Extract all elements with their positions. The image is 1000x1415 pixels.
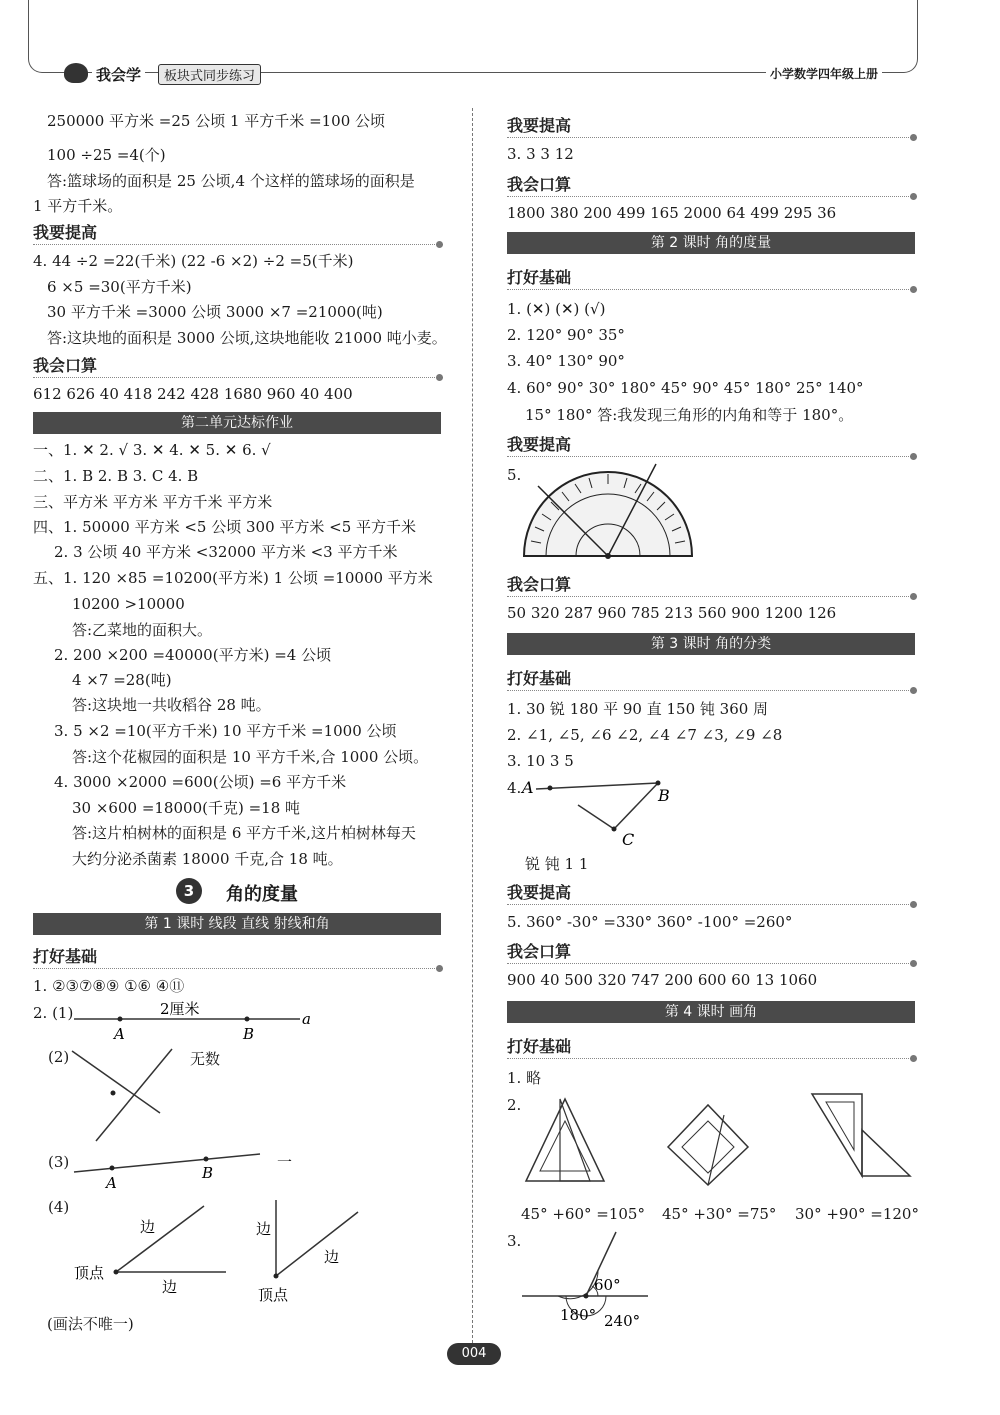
figure-line-ab [70, 1148, 270, 1193]
segment-length-label: 2厘米 [160, 1000, 200, 1018]
protractor-figure [520, 462, 700, 562]
header-series: 板块式同步练习 [158, 64, 261, 85]
header [28, 0, 918, 84]
figure-abc [520, 775, 680, 855]
answer-line: 二、1. B 2. B 3. C 4. B [33, 467, 199, 485]
answer-line: 4. 3000 ×2000 =600(公顷) =6 平方千米 [54, 773, 347, 791]
angle-60-label: 60° [594, 1276, 621, 1294]
answer-line: 4 ×7 =28(吨) [72, 671, 172, 689]
question-number: 4. [507, 779, 522, 797]
chapter-title: 角的度量 [226, 884, 298, 905]
section-title: 我会口算 [33, 356, 98, 375]
angle1-side-label: 边 [162, 1278, 178, 1296]
oral-answers: 900 40 500 320 747 200 600 60 13 1060 [507, 971, 818, 989]
unit-test-bar: 第二单元达标作业 [33, 412, 441, 434]
answer-line: 答:这块地的面积是 3000 公顷,这块地能收 21000 吨小麦。 [47, 329, 447, 347]
header-frame [28, 0, 918, 73]
section-oral [507, 172, 917, 197]
fig2-text: 无数 [190, 1050, 221, 1068]
fig2-label: (2) [48, 1048, 70, 1066]
answer-line: 3. 5 ×2 =10(平方千米) 10 平方千米 =1000 公顷 [54, 722, 397, 740]
answer-line: 1. 30 锐 180 平 90 直 150 钝 360 周 [507, 700, 769, 718]
section-improve [507, 432, 917, 457]
fig3-text: 一 [277, 1153, 293, 1171]
section-improve [507, 113, 917, 138]
answer-line: 4. 60° 90° 30° 180° 45° 90° 45° 180° 25° 140° [507, 379, 864, 397]
answer-line: 2. 120° 90° 35° [507, 326, 625, 344]
answer-line: 2. ∠1, ∠5, ∠6 ∠2, ∠4 ∠7 ∠3, ∠9 ∠8 [507, 726, 783, 744]
oral-answers: 50 320 287 960 785 213 560 900 1200 126 [507, 604, 837, 622]
section-basic [33, 944, 443, 969]
line-a-label: a [302, 1010, 311, 1028]
section-title: 我要提高 [507, 116, 572, 135]
section-title: 我会口算 [507, 942, 572, 961]
section-oral [33, 353, 443, 378]
answer-line: 一、1. ✕ 2. √ 3. ✕ 4. ✕ 5. ✕ 6. √ [33, 441, 271, 459]
angle-180-label: 180° [560, 1306, 597, 1324]
angle2-vertex-label: 顶点 [258, 1286, 289, 1304]
point-b-label: B [658, 786, 670, 805]
answer-line: 15° 180° 答:我发现三角形的内角和等于 180°。 [525, 406, 854, 424]
point-a-label: A [114, 1025, 125, 1043]
page-number: 004 [447, 1343, 501, 1365]
section-title: 我要提高 [507, 883, 572, 902]
set-square-figure [520, 1095, 610, 1195]
angle1-side-label: 边 [140, 1218, 156, 1236]
column-divider [472, 108, 473, 1343]
section-title: 我会口算 [507, 575, 572, 594]
answer-line: 3. 3 3 12 [507, 145, 574, 163]
section-basic [507, 1034, 917, 1059]
answer-line: 6 ×5 =30(平方千米) [47, 278, 192, 296]
lesson-1-bar: 第 1 课时 线段 直线 射线和角 [33, 913, 441, 935]
answer-line: 1 平方千米。 [33, 197, 123, 215]
section-title: 打好基础 [507, 1037, 572, 1056]
oral-answers: 1800 380 200 499 165 2000 64 499 295 36 [507, 204, 837, 222]
logo-icon [64, 63, 88, 83]
answer-line: 答:乙菜地的面积大。 [72, 621, 213, 639]
section-improve [33, 220, 443, 245]
section-oral [507, 939, 917, 964]
point-b-label: B [202, 1164, 214, 1182]
point-a-label: A [106, 1174, 117, 1192]
section-title: 打好基础 [507, 669, 572, 688]
answer-line: 1. 略 [507, 1069, 542, 1087]
answer-line: 30 ×600 =18000(千克) =18 吨 [72, 799, 301, 817]
answer-line: 250000 平方米 =25 公顷 1 平方千米 =100 公顷 [47, 112, 386, 130]
section-basic [507, 265, 917, 290]
chapter-number: 3 [176, 878, 202, 904]
answer-line: 答:篮球场的面积是 25 公顷,4 个这样的篮球场的面积是 [47, 172, 415, 190]
section-title: 我要提高 [507, 435, 572, 454]
answer-line: 3. 40° 130° 90° [507, 352, 625, 370]
header-book: 小学数学四年级上册 [766, 65, 882, 82]
figure-crossing-lines [68, 1045, 188, 1145]
answer-line: 答:这个花椒园的面积是 10 平方千米,合 1000 公顷。 [72, 748, 429, 766]
answer-line: 答:这片柏树林的面积是 6 平方千米,这片柏树林每天 [72, 824, 416, 842]
figure-angles-240 [518, 1228, 678, 1338]
equation: 30° +90° =120° [795, 1205, 919, 1223]
answer-line: 四、1. 50000 平方米 <5 公顷 300 平方米 <5 平方千米 [33, 518, 417, 536]
answer-line: 10200 >10000 [72, 595, 185, 613]
section-title: 打好基础 [507, 268, 572, 287]
angle1-vertex-label: 顶点 [74, 1264, 105, 1282]
answer-line: 100 ÷25 =4(个) [47, 146, 166, 164]
equation: 45° +30° =75° [662, 1205, 777, 1223]
answer-line: 大约分泌杀菌素 18000 千克,合 18 吨。 [72, 850, 343, 868]
answer-line: 三、平方米 平方米 平方千米 平方米 [33, 493, 273, 511]
answer-line: 2. [507, 1096, 522, 1114]
point-b-label: B [243, 1025, 255, 1043]
section-improve [507, 880, 917, 905]
answer-line: 3. 10 3 5 [507, 752, 574, 770]
fig4-label: (4) [48, 1198, 70, 1216]
section-title: 我会口算 [507, 175, 572, 194]
header-logo: 我会学 [92, 64, 145, 85]
answer-line: 4. 44 ÷2 =22(千米) (22 -6 ×2) ÷2 =5(千米) [33, 252, 354, 270]
angle2-side-label: 边 [324, 1248, 340, 1266]
answer-line: 5. 360° -30° =330° 360° -100° =260° [507, 913, 793, 931]
answer-line: 30 平方千米 =3000 公顷 3000 ×7 =21000(吨) [47, 303, 383, 321]
answer-line: 2. (1) [33, 1004, 74, 1022]
oral-answers: 612 626 40 418 242 428 1680 960 40 400 [33, 385, 353, 403]
set-square-figure [806, 1090, 916, 1190]
answer-line: 3. [507, 1232, 522, 1250]
answer-line: 2. 200 ×200 =40000(平方米) =4 公顷 [54, 646, 332, 664]
answer-line: 锐 钝 1 1 [525, 855, 589, 873]
fig3-label: (3) [48, 1153, 70, 1171]
set-square-figure [664, 1095, 754, 1195]
section-title: 我要提高 [33, 223, 98, 242]
angle-240-label: 240° [604, 1312, 641, 1330]
answer-line: 1. (✕) (✕) (√) [507, 300, 606, 318]
figure-angles [70, 1200, 370, 1310]
point-a-label: A [522, 778, 534, 797]
lesson-2-bar: 第 2 课时 角的度量 [507, 232, 915, 254]
angle2-side-label: 边 [256, 1220, 272, 1238]
answer-line: 五、1. 120 ×85 =10200(平方米) 1 公顷 =10000 平方米 [33, 569, 433, 587]
answer-line: 答:这块地一共收稻谷 28 吨。 [72, 696, 271, 714]
lesson-3-bar: 第 3 课时 角的分类 [507, 633, 915, 655]
answer-line: 2. 3 公顷 40 平方米 <32000 平方米 <3 平方千米 [54, 543, 398, 561]
lesson-4-bar: 第 4 课时 画角 [507, 1001, 915, 1023]
figure-segment [70, 995, 330, 1045]
section-title: 打好基础 [33, 947, 98, 966]
question-number: 5. [507, 466, 522, 484]
note-text: (画法不唯一) [47, 1315, 134, 1333]
section-basic [507, 666, 917, 691]
point-c-label: C [622, 830, 635, 849]
answer-line: 1. ②③⑦⑧⑨ ①⑥ ④⑪ [33, 977, 185, 995]
section-oral [507, 572, 917, 597]
equation: 45° +60° =105° [521, 1205, 645, 1223]
